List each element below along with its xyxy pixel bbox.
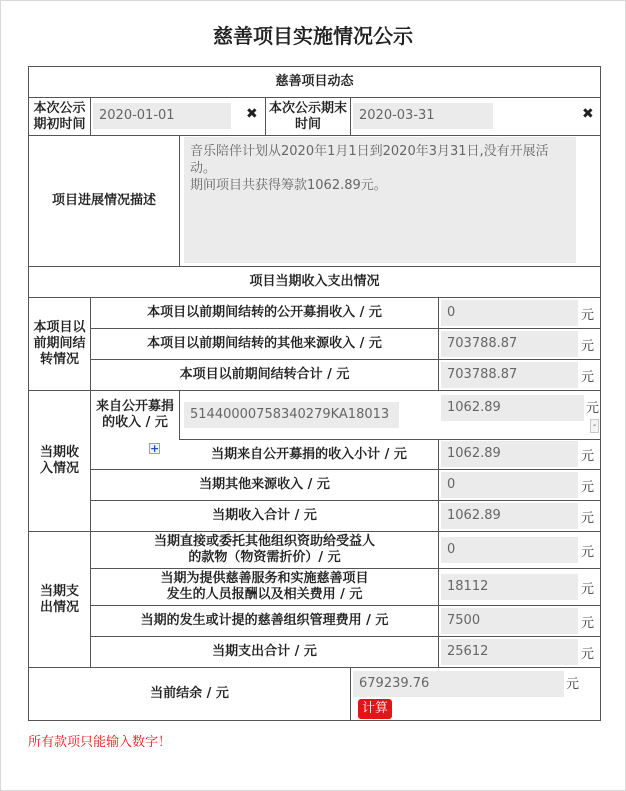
carryover-total-label: 本项目以前期间结转合计 / 元 [179,367,350,382]
expense-group-label: 当期支出情况 [39,583,79,615]
other-income-label: 当期其他来源收入 / 元 [199,477,330,492]
end-date-label: 本次公示期末时间 [268,100,347,132]
progress-textarea[interactable] [184,137,576,263]
start-date-clear-icon[interactable]: ✖ [246,106,258,122]
calculate-button[interactable]: 计算 [358,699,392,719]
expense-staff-input[interactable]: 18112 [441,574,578,600]
public-income-label: 来自公开募捐的收入 / 元 [95,399,174,430]
carryover-other-label: 本项目以前期间结转的其他来源收入 / 元 [147,336,382,351]
unit-label: 元 [566,677,580,692]
unit-label: 元 [581,370,595,385]
expense-aid-label [91,532,438,568]
expense-total-input[interactable]: 25612 [441,639,578,665]
add-record-plus-icon[interactable]: + [150,442,160,455]
start-date-input[interactable]: 2020-01-01 [93,103,231,129]
expense-admin-label: 当期的发生或计提的慈善组织管理费用 / 元 [140,613,389,628]
unit-label: 元 [581,647,595,662]
expense-aid-label-line-2: 的款物（物资需折价）/ 元 [188,550,341,565]
end-date-input[interactable]: 2020-03-31 [353,103,493,129]
balance-label: 当前结余 / 元 [150,686,229,701]
expense-staff-label-line-2: 发生的人员报酬以及相关费用 / 元 [166,587,363,602]
expense-total-label: 当期支出合计 / 元 [212,644,317,659]
other-income-input[interactable]: 0 [441,472,578,498]
numeric-only-warning: 所有款项只能输入数字！ [28,735,172,750]
end-date-clear-icon[interactable]: ✖ [582,106,594,122]
unit-label: 元 [581,480,595,495]
expense-staff-label [91,569,438,605]
expense-staff-label-line-1: 当期为提供慈善服务和实施慈善项目 [160,571,369,586]
income-total-input[interactable]: 1062.89 [441,503,578,529]
progress-text-line-2: 期间项目共获得筹款1062.89元。 [190,178,387,193]
section-header-dynamics: 慈善项目动态 [275,74,354,89]
carryover-group-label: 本项目以前期间结转情况 [33,320,86,367]
public-income-subtotal-label: 当期来自公开募捐的收入小计 / 元 [211,446,407,462]
section-header-finance: 项目当期收入支出情况 [249,274,380,289]
start-date-label: 本次公示期初时间 [33,100,86,132]
income-total-label: 当期收入合计 / 元 [212,508,317,523]
unit-label: 元 [586,401,600,416]
unit-label: 元 [581,308,595,323]
carryover-public-label: 本项目以前期间结转的公开募捐收入 / 元 [147,305,382,320]
income-group-label: 当期收入情况 [39,445,79,476]
unit-label: 元 [581,616,595,631]
charity-form-table [28,66,601,721]
unit-label: 元 [581,511,595,526]
balance-input[interactable]: 679239.76 [353,671,564,697]
carryover-public-input[interactable]: 0 [441,300,578,326]
page-title: 慈善项目实施情况公示 [213,24,413,48]
progress-text-line-1: 音乐陪伴计划从2020年1月1日到2020年3月31日,没有开展活动。 [190,144,549,176]
unit-label: 元 [581,449,595,464]
record-number-input[interactable]: 51440000758340279KA18013 [184,402,399,428]
unit-label: 元 [581,339,595,354]
expense-admin-input[interactable]: 7500 [441,608,578,634]
unit-label: 元 [581,545,595,560]
record-amount-input[interactable]: 1062.89 [441,395,584,421]
remove-record-minus-icon[interactable]: - [590,419,599,433]
progress-label: 项目进展情况描述 [51,193,156,208]
expense-aid-label-line-1: 当期直接或委托其他组织资助给受益人 [153,534,375,549]
expense-aid-input[interactable]: 0 [441,537,578,563]
carryover-total-input[interactable]: 703788.87 [441,362,578,388]
public-income-subtotal-input[interactable]: 1062.89 [441,441,578,467]
unit-label: 元 [581,582,595,597]
carryover-other-input[interactable]: 703788.87 [441,331,578,357]
